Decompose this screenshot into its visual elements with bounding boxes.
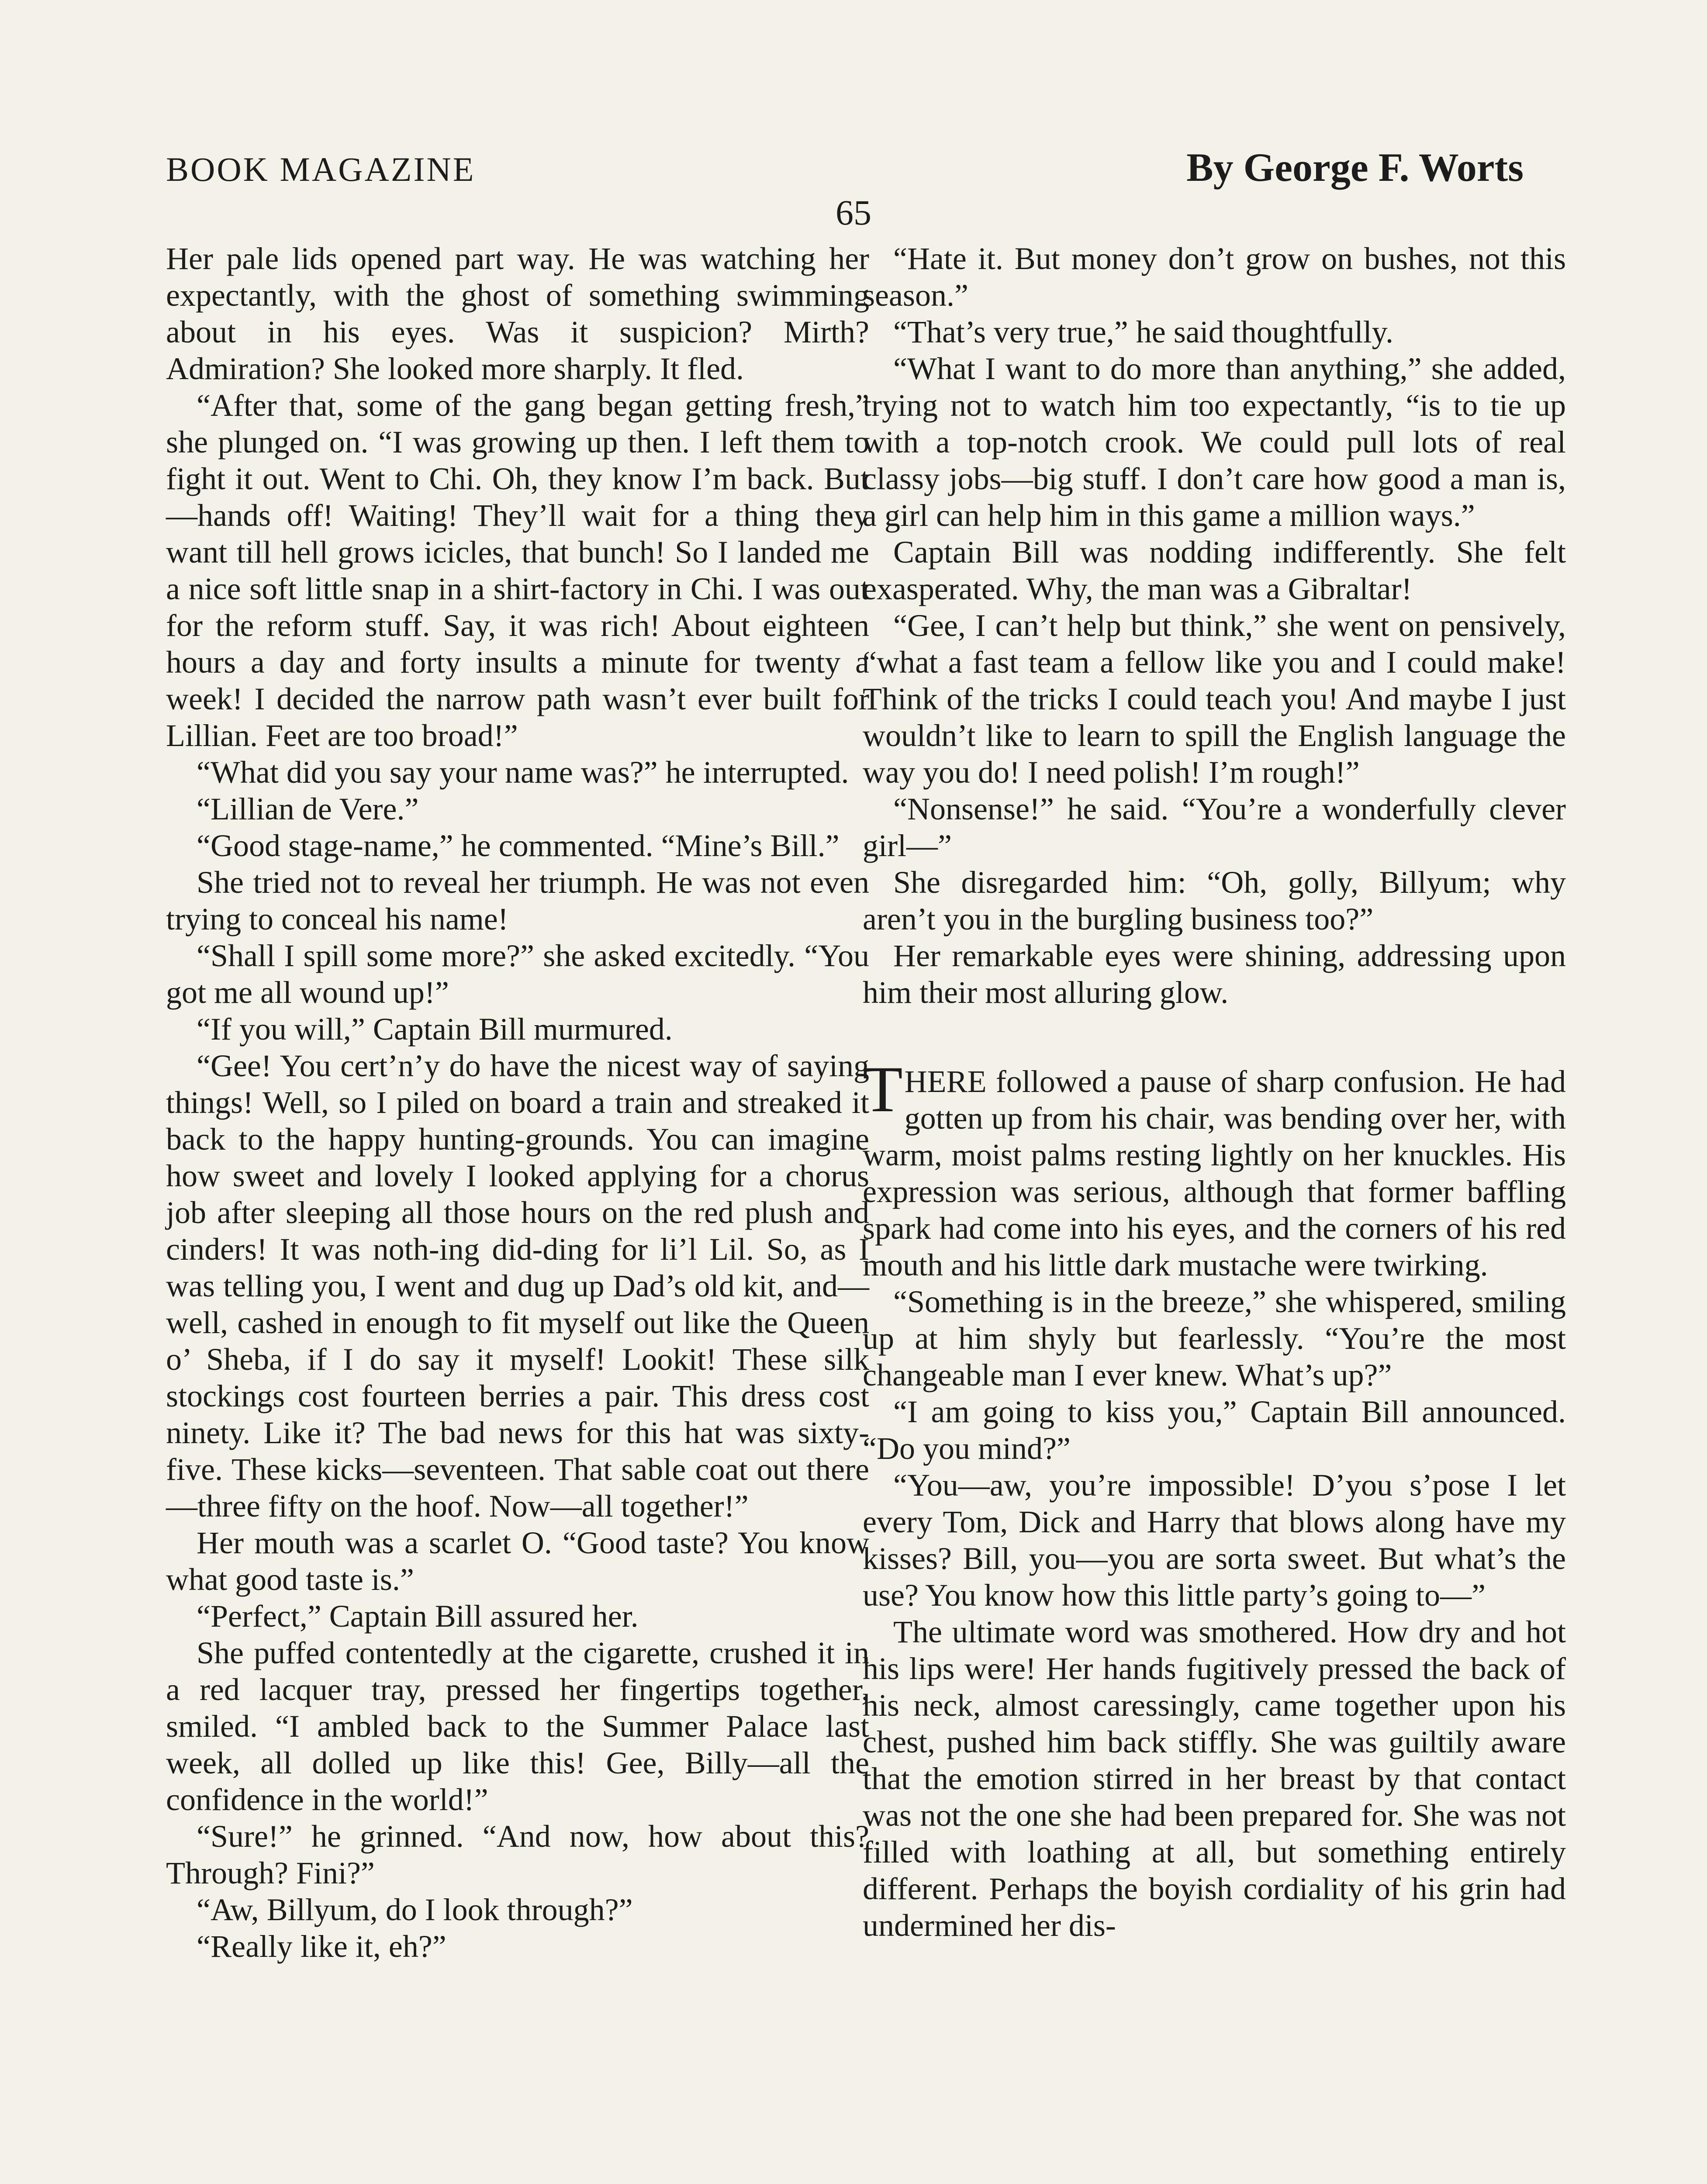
- paragraph: Her remarkable eyes were shining, addressing upon him their most alluring glow.: [863, 938, 1566, 1010]
- page-number: 65: [836, 193, 871, 232]
- paragraph: “Good stage-name,” he commented. “Mine’s Bill.”: [197, 828, 840, 863]
- paragraph: “Something is in the breeze,” she whispered, smiling up at him shyly but fearlessly. “You’re the most changeable man I ever knew. What’s up?”: [863, 1284, 1566, 1393]
- paragraph: “Lillian de Vere.”: [197, 791, 419, 826]
- paragraph: Captain Bill was nodding indifferently. She felt exasperated. Why, the man was a Gibraltar!: [863, 535, 1566, 606]
- paragraph: “Gee! You cert’n’y do have the nicest way of saying things! Well, so I piled on board a train and streaked it back to the happy hunting-grounds. You can imagine how sweet and lovely I looked applying for a chorus job after sleeping all those hours on the red plush and cinders! It was noth-ing did-ding for li’l Lil. So, as I was telling you, I went and dug up Dad’s old kit, and—well, cashed in enough to fit myself out like the Queen o’ Sheba, if I do say it myself! Lookit! These silk stockings cost fourteen berries a pair. This dress cost ninety. Like it? The bad news for this hat was sixty-five. These kicks—seventeen. That sable coat out there—three fifty on the hoof. Now—all together!”: [166, 1048, 869, 1524]
- paragraph: She tried not to reveal her triumph. He was not even trying to conceal his name!: [166, 865, 869, 936]
- paragraph: “Perfect,” Captain Bill assured her.: [197, 1599, 639, 1634]
- paragraph: She puffed contentedly at the cigarette, crushed it in a red lacquer tray, pressed her fingertips together, smiled. “I ambled back to the Summer Palace last week, all dolled up like this! Gee, Billy—all the confidence in the world!”: [166, 1635, 869, 1817]
- paragraph: “Shall I spill some more?” she asked excitedly. “You got me all wound up!”: [166, 938, 869, 1010]
- author-byline: By George F. Worts: [1186, 145, 1524, 190]
- paragraph: The ultimate word was smothered. How dry and hot his lips were! Her hands fugitively pressed the back of his neck, almost caressingly, came together upon his chest, pushed him back stiffly. She was guiltily aware that the emotion stirred in her breast by that contact was not the one she had been prepared for. She was not filled with loathing at all, but something entirely different. Perhaps the boyish cordiality of his grin had undermined her dis-: [863, 1614, 1566, 1943]
- paragraph: “If you will,” Captain Bill murmured.: [197, 1012, 673, 1047]
- section-first-paragraph: [863, 1053, 1566, 1283]
- paragraph: Her pale lids opened part way. He was watching her expectantly, with the ghost of something swimming about in his eyes. Was it suspicion? Mirth? Admiration? She looked more sharply. It fled.: [166, 241, 869, 386]
- drop-cap: T: [863, 1053, 903, 1126]
- paragraph: “Gee, I can’t help but think,” she went on pensively, “what a fast team a fellow like you and I could make! Think of the tricks I could teach you! And maybe I just wouldn’t like to learn to spill the English language the way you do! I need polish! I’m rough!”: [863, 608, 1566, 790]
- paragraph: She disregarded him: “Oh, golly, Billyum; why aren’t you in the burgling business too?”: [863, 865, 1566, 936]
- left-column: [166, 240, 869, 1965]
- paragraph: “What did you say your name was?” he interrupted.: [197, 755, 849, 790]
- section-first-paragraph-text: HERE followed a pause of sharp confusion. He had gotten up from his chair, was bending over her, with warm, moist palms resting lightly on her knuckles. His expression was serious, although that former baffling spark had come into his eyes, and the corners of his red mouth and his little dark mustache were twirking.: [863, 1064, 1566, 1282]
- paragraph: “Aw, Billyum, do I look through?”: [197, 1892, 633, 1927]
- paragraph: “Hate it. But money don’t grow on bushes, not this season.”: [863, 241, 1566, 313]
- paragraph: “I am going to kiss you,” Captain Bill announced. “Do you mind?”: [863, 1394, 1566, 1466]
- paragraph: “What I want to do more than anything,” she added, trying not to watch him too expectantly, “is to tie up with a top-notch crook. We could pull lots of real classy jobs—big stuff. I don’t care how good a man is, a girl can help him in this game a million ways.”: [863, 351, 1566, 533]
- paragraph: “After that, some of the gang began getting fresh,” she plunged on. “I was growing up then. I left them to fight it out. Went to Chi. Oh, they know I’m back. But—hands off! Waiting! They’ll wait for a thing they want till hell grows icicles, that bunch! So I landed me a nice soft little snap in a shirt-factory in Chi. I was out for the reform stuff. Say, it was rich! About eighteen hours a day and forty insults a minute for twenty a week! I decided the narrow path wasn’t ever built for Lillian. Feet are too broad!”: [166, 388, 869, 753]
- paragraph: “That’s very true,” he said thoughtfully.: [893, 314, 1394, 349]
- paragraph: “Really like it, eh?”: [197, 1929, 446, 1964]
- paragraph: Her mouth was a scarlet O. “Good taste? You know what good taste is.”: [166, 1525, 869, 1597]
- page-header: [166, 144, 1524, 190]
- paragraph: “Nonsense!” he said. “You’re a wonderfully clever girl—”: [863, 791, 1566, 863]
- paragraph: “You—aw, you’re impossible! D’you s’pose I let every Tom, Dick and Harry that blows along have my kisses? Bill, you—you are sorta sweet. But what’s the use? You know how this little party’s going to—”: [863, 1468, 1566, 1613]
- right-column: [863, 240, 1566, 1944]
- magazine-title: BOOK MAGAZINE: [166, 150, 476, 188]
- paragraph: “Sure!” he grinned. “And now, how about this? Through? Fini?”: [166, 1819, 869, 1890]
